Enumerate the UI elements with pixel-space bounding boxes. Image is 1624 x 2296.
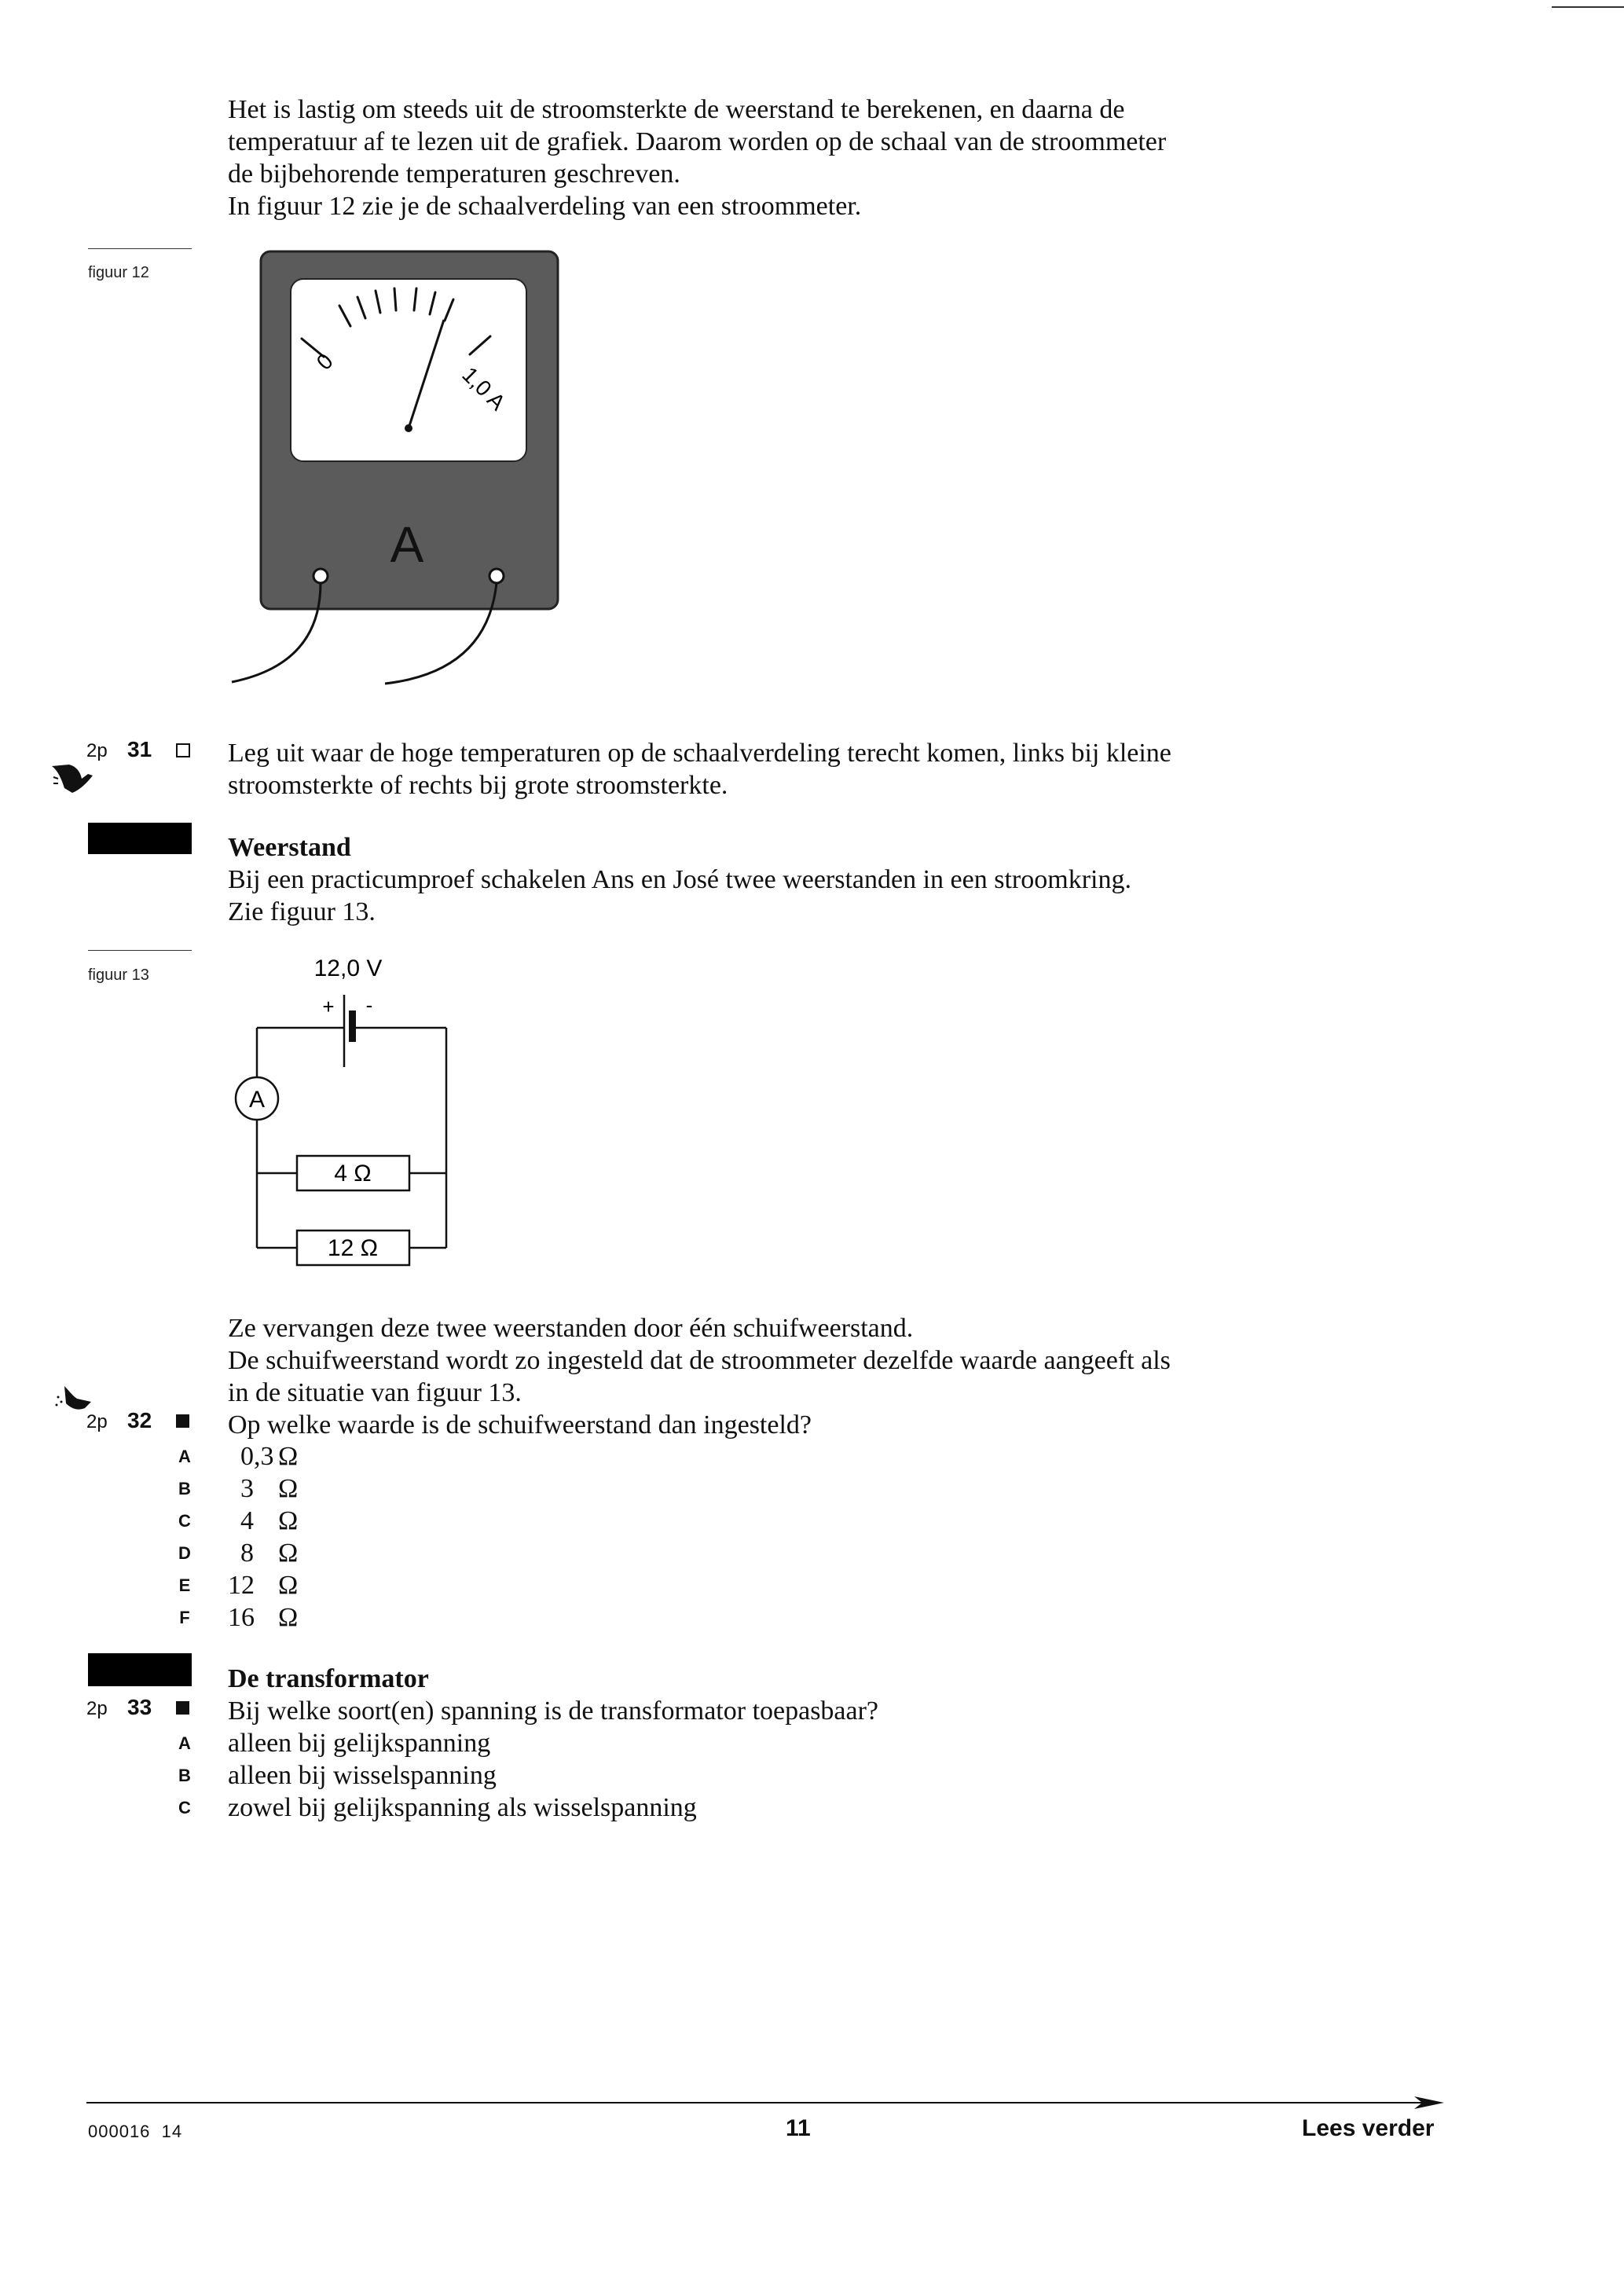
option-letter: B xyxy=(178,1766,191,1785)
figure12-rule xyxy=(88,248,192,249)
ammeter-symbol: A xyxy=(248,1087,266,1113)
q33-number: 33 xyxy=(127,1695,152,1719)
option-letter: D xyxy=(178,1543,191,1563)
option-text: alleen bij gelijkspanning xyxy=(228,1729,491,1758)
weerstand-line: Zie figuur 13. xyxy=(228,897,376,926)
option-text: alleen bij wisselspanning xyxy=(228,1761,497,1790)
resistor-12-label: 12 Ω xyxy=(327,1235,379,1261)
battery-plus: + xyxy=(322,995,335,1018)
q31-number: 31 xyxy=(127,737,152,761)
weerstand-line: Bij een practicumproef schakelen Ans en José twee weerstanden in een stroomkring. xyxy=(228,865,1131,894)
option-letter: C xyxy=(178,1798,191,1817)
option-value: 8 xyxy=(240,1539,254,1568)
q32-intro-line: in de situatie van figuur 13. xyxy=(228,1378,522,1407)
q32-intro-line: De schuifweerstand wordt zo ingesteld dat de stroommeter dezelfde waarde aangeeft als xyxy=(228,1346,1171,1375)
figure13-circuit xyxy=(228,943,464,1273)
scale-tick xyxy=(394,288,396,310)
option-unit: Ω xyxy=(278,1506,299,1535)
option-letter: A xyxy=(178,1733,191,1753)
figure13-label: figuur 13 xyxy=(88,966,149,984)
battery-voltage: 12,0 V xyxy=(313,955,383,981)
option-letter: F xyxy=(179,1608,190,1627)
q32-points: 2p xyxy=(86,1411,108,1432)
option-letter: B xyxy=(178,1479,191,1498)
option-value: 0,3 xyxy=(240,1442,274,1471)
q33-points: 2p xyxy=(86,1698,108,1719)
option-unit: Ω xyxy=(278,1603,299,1632)
intro-line: In figuur 12 zie je de schaalverdeling van een stroommeter. xyxy=(228,192,862,221)
option-letter: E xyxy=(178,1575,191,1595)
q31-checkbox[interactable] xyxy=(176,743,190,757)
q31-line: Leg uit waar de hoge temperaturen op de schaalverdeling terecht komen, links bij kleine xyxy=(228,739,1171,768)
option-unit: Ω xyxy=(278,1474,299,1503)
resistor-4-label: 4 Ω xyxy=(334,1161,372,1187)
section-marker xyxy=(88,1653,192,1686)
q33-filled-box xyxy=(176,1701,189,1715)
figure12-label: figuur 12 xyxy=(88,264,149,281)
next-page-label: Lees verder xyxy=(1302,2115,1435,2141)
terminal-right xyxy=(489,569,504,583)
intro-line: Het is lastig om steeds uit de stroomsterkte de weerstand te berekenen, en daarna de xyxy=(228,95,1125,124)
option-text: zowel bij gelijkspanning als wisselspanning xyxy=(228,1793,697,1822)
terminal-left xyxy=(313,569,328,583)
meter-symbol: A xyxy=(390,516,424,573)
battery-minus: - xyxy=(365,993,373,1017)
intro-line: temperatuur af te lezen uit de grafiek. Daarom worden op de schaal van de stroommeter xyxy=(228,127,1167,156)
q31-line: stroomsterkte of rechts bij grote stroomsterkte. xyxy=(228,771,728,800)
option-value: 12 xyxy=(228,1571,255,1600)
intro-paragraph xyxy=(228,94,1166,222)
page-number: 11 xyxy=(786,2115,811,2141)
option-value: 16 xyxy=(228,1603,255,1632)
q31-points: 2p xyxy=(86,740,108,761)
needle-pivot xyxy=(405,424,412,432)
weerstand-section xyxy=(228,831,1131,928)
q32-filled-box xyxy=(176,1414,189,1428)
q32-question: Op welke waarde is de schuifweerstand dan ingesteld? xyxy=(228,1410,812,1440)
footer-arrow-rule xyxy=(86,2093,1446,2112)
corner-rule xyxy=(1552,6,1624,8)
option-letter: A xyxy=(178,1447,191,1466)
option-value: 4 xyxy=(240,1506,254,1535)
q33-question: Bij welke soort(en) spanning is de transformator toepasbaar? xyxy=(228,1696,879,1726)
transformator-title: De transformator xyxy=(228,1664,429,1693)
option-letter: C xyxy=(178,1511,191,1531)
hand-pointer-icon xyxy=(49,758,97,796)
figure13-rule xyxy=(88,950,192,951)
scale-label-max: 1,0 A xyxy=(457,361,511,416)
footer-code: 000016 14 xyxy=(88,2122,183,2141)
battery-short-plate xyxy=(349,1010,356,1042)
option-unit: Ω xyxy=(278,1571,299,1600)
weerstand-title: Weerstand xyxy=(228,833,351,862)
q32-intro-line: Ze vervangen deze twee weerstanden door één schuifweerstand. xyxy=(228,1314,914,1343)
figure12-ammeter xyxy=(228,248,581,699)
option-unit: Ω xyxy=(278,1539,299,1568)
option-value: 3 xyxy=(240,1474,254,1503)
q32-intro xyxy=(228,1312,1171,1441)
scale-label-min: 0 xyxy=(311,348,338,375)
option-unit: Ω xyxy=(278,1442,299,1471)
q31-text xyxy=(228,737,1171,801)
section-marker xyxy=(88,823,192,854)
q32-number: 32 xyxy=(127,1408,152,1432)
intro-line: de bijbehorende temperaturen geschreven. xyxy=(228,160,680,189)
